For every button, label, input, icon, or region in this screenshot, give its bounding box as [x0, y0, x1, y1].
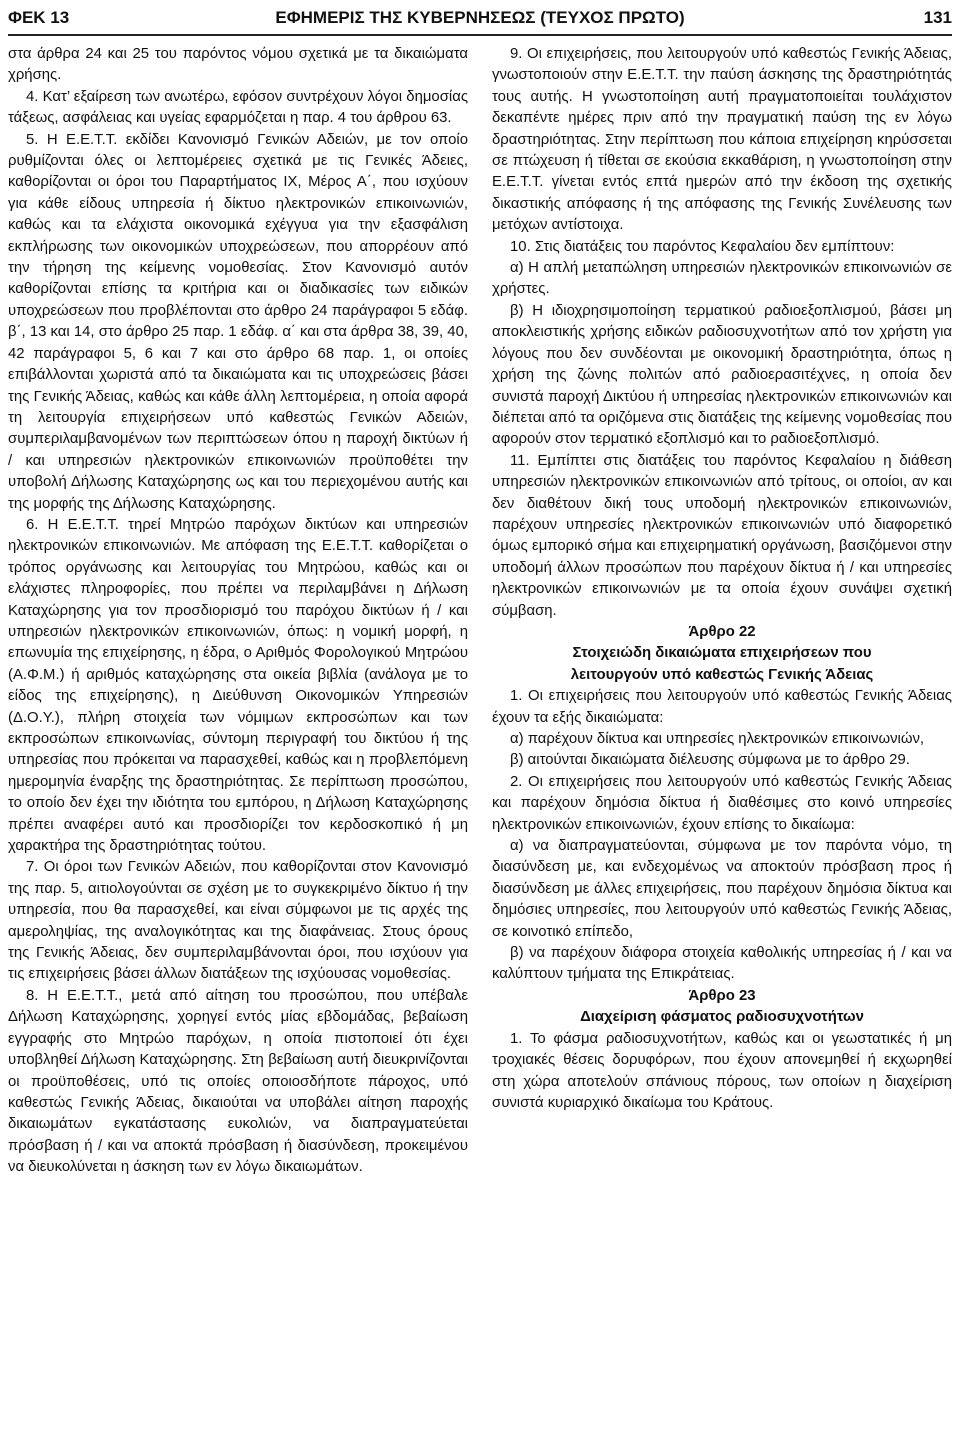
paragraph-continuation: στα άρθρα 24 και 25 του παρόντος νόμου σχετικά με τα δικαιώματα χρήσης. [8, 46, 468, 84]
paragraph-9: 9. Οι επιχειρήσεις, που λειτουργούν υπό καθεστώς Γενικής Άδειας, γνωστοποιούν στην Ε.Ε.Τ.Τ. την παύση άσκησης της δραστηριότητάς τους αυτής. Η γνωστοποίηση αυτή πραγματοποιείται τουλάχιστον δεκαπέντε ημέρες πριν από την πραγματική παύση της εν λόγω δραστηριότητας. Στην περίπτωση που κάποια επιχείρηση κηρύσσεται σε πτώχευση ή τίθεται σε εκούσια εκκαθάριση, η γνωστοποίηση στην Ε.Ε.Τ.Τ. γίνεται εντός επτά ημερών από την έκδοση της σχετικής δικαστικής απόφασης ή της απόφασης της Γενικής Συνέλευσης των μετόχων αντίστοιχα. [492, 46, 952, 234]
paragraph-5: 5. Η Ε.Ε.Τ.Τ. εκδίδει Κανονισμό Γενικών Αδειών, με τον οποίο ρυθμίζονται όλες οι λεπτομέρειες σχετικά με τις Γενικές Άδειες, καθορίζονται οι όροι του Παραρτήματος ΙΧ, Μέρος Α΄, που ισχύουν για κάθε είδους υπηρεσία ή δίκτυο ηλεκτρονικών επικοινωνιών, καθώς και τα ελάχιστα οικονομικά εχέγγυα για την εξασφάλιση εκπλήρωσης των οικονομικών υποχρεώσεων, που απορρέουν από την τήρηση της κείμενης νομοθεσίας. Στον Κανονισμό αυτόν καθορίζονται επίσης τα κριτήρια και οι διαδικασίες των ειδικών υποχρεώσεων που προβλέπονται στο άρθρο 24 παράγραφοι 5 εδάφ. β΄, 13 και 14, στο άρθρο 25 παρ. 1 εδάφ. α΄ και στα άρθρα 38, 39, 40, 42 παράγραφοι 5, 6 και 7 και στο άρθρο 68 παρ. 1, οι οποίες επιβάλλονται χωριστά από τα δικαιώματα και τις υποχρεώσεις βάσει της Γενικής Άδειας, καθώς και κάθε άλλη λεπτομέρεια, η οποία αφορά τη λειτουργία επιχειρήσεων υπό καθεστώς Γενικών Αδειών, συμπεριλαμβανομένων των περιπτώσεων όπου η παροχή δικτύων ή / και υπηρεσιών ηλεκτρονικών επικοινωνιών προϋποθέτει την υποβολή Δήλωσης Καταχώρησης ως και του περιεχομένου αυτής και της μορφής της Δήλωσης Καταχώρησης. [8, 131, 468, 512]
gazette-title: ΕΦΗΜΕΡΙΣ ΤΗΣ ΚΥΒΕΡΝΗΣΕΩΣ (ΤΕΥΧΟΣ ΠΡΩΤΟ) [275, 8, 685, 27]
page-number: 131 [923, 8, 952, 27]
paragraph-8: 8. Η Ε.Ε.Τ.Τ., μετά από αίτηση του προσώπου, που υπέβαλε Δήλωση Καταχώρησης, χορηγεί εντός μίας εβδομάδας, βεβαίωση εγγραφής στο Μητρώο παρόχων, η οποία πιστοποιεί ότι έχει υποβληθεί Δήλωση Καταχώρησης. Στη βεβαίωση αυτή διευκρινίζονται οι προϋποθέσεις, υπό τις οποίες οποιοσδήποτε πάροχος, υπό καθεστώς Γενικής Άδειας, δικαιούται να υποβάλει αίτηση παροχής δικαιωμάτων εγκατάστασης ευκολιών, να διαπραγματεύεται πρόσβαση ή / και να αποκτά πρόσβαση ή διασύνδεση, προκειμένου να διευκολύνεται η άσκηση των εν λόγω δικαιωμάτων. [8, 987, 468, 1176]
header-rule [8, 34, 952, 36]
article-22-paragraph-1a: α) παρέχουν δίκτυα και υπηρεσίες ηλεκτρονικών επικοινωνιών, [510, 731, 925, 747]
article-22-paragraph-2: 2. Οι επιχειρήσεις που λειτουργούν υπό καθεστώς Γενικής Άδειας και παρέχουν δημόσια δίκτυα ή διαθέσιμες στο κοινό υπηρεσίες ηλεκτρονικών επικοινωνιών, έχουν επίσης το δικαίωμα: [492, 773, 952, 833]
article-22-paragraph-1b: β) αιτούνται δικαιώματα διέλευσης σύμφωνα με το άρθρο 29. [510, 752, 910, 769]
page-header [8, 6, 952, 30]
article-23-subtitle: Διαχείριση φάσματος ραδιοσυχνοτήτων [580, 1009, 864, 1026]
paragraph-6: 6. Η Ε.Ε.Τ.Τ. τηρεί Μητρώο παρόχων δικτύων και υπηρεσιών ηλεκτρονικών επικοινωνιών. Με απόφαση της Ε.Ε.Τ.Τ. καθορίζεται ο τρόπος οργάνωσης και λειτουργίας του Μητρώου, καθώς και οι ελάχιστες πληροφορίες, που πρέπει να περιλαμβάνει η Δήλωση Καταχώρησης για τον προσδιορισμό του παρόχου δικτύων ή / και υπηρεσιών ηλεκτρονικών επικοινωνιών, όπως: η νομική μορφή, η επωνυμία της επιχείρησης, η έδρα, ο Αριθμός Φορολογικού Μητρώου (Α.Φ.Μ.) ή αριθμός καταχώρησης στα οικεία βιβλία (ανάλογα με το είδος της επιχείρησης), η Διεύθυνση Οικονομικών Υπηρεσιών (Δ.Ο.Υ.), πλήρη στοιχεία των νόμιμων εκπροσώπων και των εκπροσώπων επικοινωνίας, σύντομη περιγραφή του δικτύου ή της υπηρεσίας που πρόκειται να παρασχεθεί, καθώς και η προβλεπόμενη ημερομηνία έναρξης της δραστηριότητας. Σε περίπτωση προσώπου, το οποίο δεν έχει την ιδιότητα του εμπόρου, η Δήλωση Καταχώρησης πρέπει αναφέρει αυτό και προσδιορίζει τον κερδοσκοπικό ή μη χαρακτήρα της δραστηριότητας τούτου. [8, 516, 468, 855]
right-column [492, 44, 952, 1179]
paragraph-10a: α) Η απλή μεταπώληση υπηρεσιών ηλεκτρονικών επικοινωνιών σε χρήστες. [492, 260, 952, 298]
paragraph-10: 10. Στις διατάξεις του παρόντος Κεφαλαίου δεν εμπίπτουν: [510, 238, 895, 255]
article-23-heading: Άρθρο 23 [688, 987, 756, 1004]
gazette-issue-number: ΦΕΚ 13 [8, 8, 70, 27]
two-column-body [8, 44, 952, 1179]
paragraph-4: 4. Κατ’ εξαίρεση των ανωτέρω, εφόσον συντρέχουν λόγοι δημοσίας τάξεως, ασφάλειας και υγείας εφαρμόζεται η παρ. 4 του άρθρου 63. [8, 88, 468, 127]
article-22-subtitle-line2: λειτουργούν υπό καθεστώς Γενικής Άδειας [570, 666, 874, 683]
left-column [8, 44, 468, 1179]
paragraph-7: 7. Οι όροι των Γενικών Αδειών, που καθορίζονται στον Κανονισμό της παρ. 5, αιτιολογούνται σε σχέση με το συγκεκριμένο δίκτυο ή την υπηρεσία, που θα παρασχεθεί, και είναι σύμφωνοι με τις αρχές της αμεροληψίας, της αναλογικότητας και της διαφάνειας. Στους όρους της Γενικής Άδειας, δεν συμπεριλαμβάνονται όροι, που ισχύουν για τις επιχειρήσεις βάσει άλλων διατάξεων της ισχύουσας νομοθεσίας. [8, 859, 468, 983]
article-22-paragraph-1: 1. Οι επιχειρήσεις που λειτουργούν υπό καθεστώς Γενικής Άδειας έχουν τα εξής δικαιώματα: [492, 688, 952, 726]
article-22-subtitle-line1: Στοιχειώδη δικαιώματα επιχειρήσεων που [572, 645, 872, 662]
article-22-paragraph-2a: α) να διαπραγματεύονται, σύμφωνα με τον παρόντα νόμο, τη διασύνδεση με, και ενδεχομένως να αποκτούν πρόσβαση προς ή διασύνδεση με άλλες επιχειρήσεις, που παρέχουν δημόσια δίκτυα και δημόσιες υπηρεσίες, που λειτουργούν υπό καθεστώς Γενικής Άδειας, σε κοινοτικό επίπεδο, [492, 838, 952, 940]
paragraph-11: 11. Εμπίπτει στις διατάξεις του παρόντος Κεφαλαίου η διάθεση υπηρεσιών ηλεκτρονικών επικοινωνιών από τρίτους, οι οποίοι, αν και δεν διαθέτουν δική τους υποδομή ηλεκτρονικών επικοινωνιών, παρέχουν υπηρεσίες ηλεκτρονικών επικοινωνιών υπό διαφορετικό όμως εμπορικό σήμα και επιχειρηματική οργάνωση, βασιζόμενοι στην υποδομή άλλων προσώπων που παρέχουν δίκτυα ή / και υπηρεσίες ηλεκτρονικών επικοινωνιών με τα οποία έχουν συνάψει σχετική σύμβαση. [492, 452, 952, 619]
article-23-paragraph-1: 1. Το φάσμα ραδιοσυχνοτήτων, καθώς και οι γεωστατικές ή μη τροχιακές θέσεις δορυφόρων, που έχουν απονεμηθεί ή εκχωρηθεί στη χώρα αποτελούν σπάνιους πόρους, των οποίων η διαχείριση συνιστά κυριαρχικό δικαίωμα του Κράτους. [492, 1030, 952, 1111]
article-22-heading: Άρθρο 22 [688, 623, 756, 640]
paragraph-10b: β) Η ιδιοχρησιμοποίηση τερματικού ραδιοεξοπλισμού, βάσει μη αποκλειστικής χρήσης ειδικών ραδιοσυχνοτήτων από τον χρήστη για λόγους που δεν συνδέονται με οικονομική δραστηριότητα, όπως η χρήση της ζώνης πολιτών από ραδιοερασιτέχνες, η οποία δεν συνιστά παροχή Δικτύου ή υπηρεσίας ηλεκτρονικών επικοινωνιών και διέπεται από τα οριζόμενα στις διατάξεις της κείμενης νομοθεσίας που αφορούν στον τερματικό εξοπλισμό και το ραδιοεξοπλισμό. [492, 302, 952, 448]
article-22-paragraph-2b: β) να παρέχουν διάφορα στοιχεία καθολικής υπηρεσίας ή / και να καλύπτουν τμήματα της Επικράτειας. [492, 945, 952, 983]
